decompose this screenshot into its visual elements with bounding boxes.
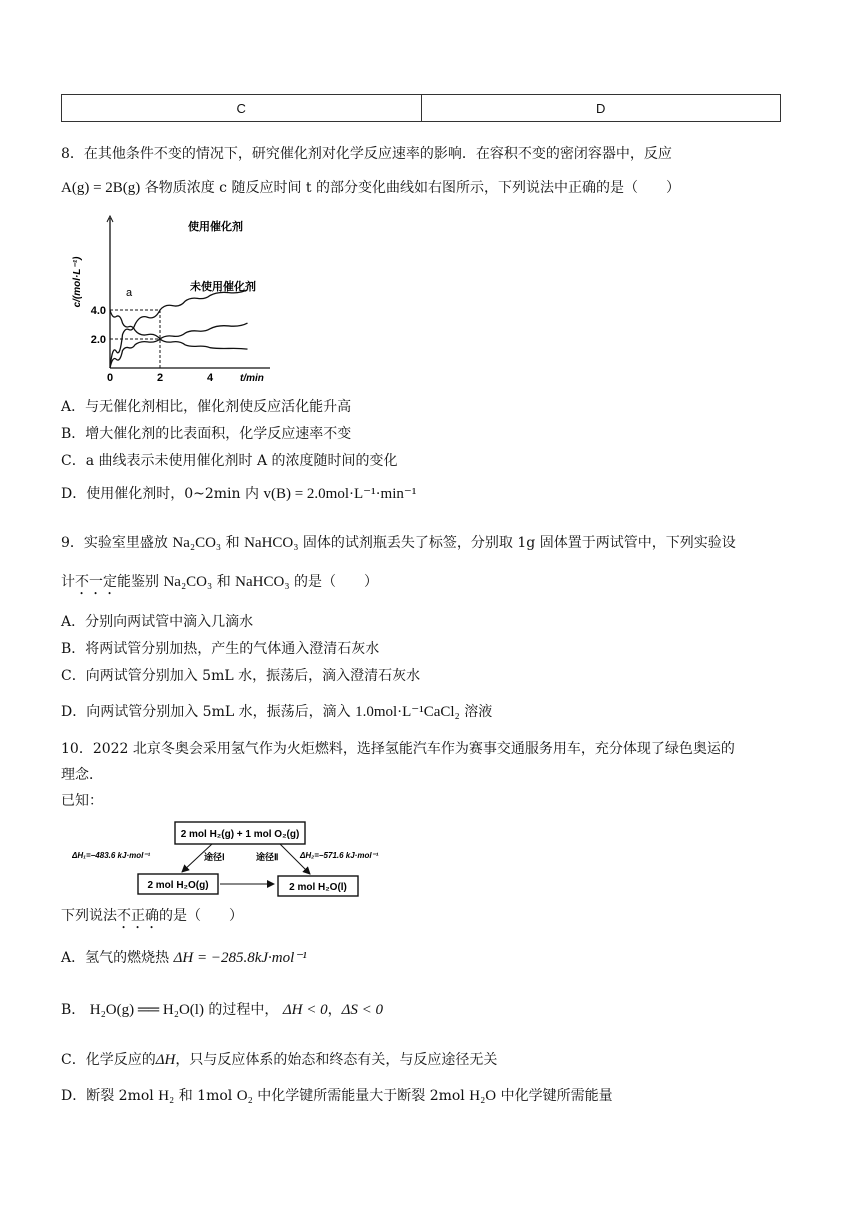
q10-known: 已知：: [61, 793, 103, 809]
q10-option-b-cond2: ΔS < 0: [341, 1002, 384, 1018]
answer-choice-table: [61, 94, 781, 122]
q9-text: 计: [61, 574, 75, 590]
path1-label: 途径Ⅰ: [204, 852, 225, 862]
q10-h2o: H₂O: [469, 1088, 497, 1104]
q9-option-a: A．分别向两试管中滴入几滴水: [61, 614, 254, 630]
enthalpy-path-diagram: [72, 818, 412, 902]
q9-na2co3: Na₂CO₃: [163, 574, 213, 590]
q10-question: [61, 906, 243, 932]
dh1-label: ΔH₁=−483.6 kJ·mol⁻¹: [72, 851, 151, 860]
x-tick-label: 2: [156, 372, 164, 384]
q9-option-d: [61, 702, 492, 722]
q9-emphasis: 不一定: [75, 574, 117, 590]
series-label-catalyst: 使用催化剂: [188, 221, 243, 233]
path2-label: 途径Ⅱ: [256, 852, 279, 862]
q9-stem-line1: [61, 533, 736, 553]
q10-option-a-text: A．氢气的燃烧热: [61, 950, 170, 966]
q10-option-b-formula: H₂O(g) ══ H₂O(l): [89, 1002, 204, 1018]
concentration-time-chart: [68, 212, 298, 390]
q10-o2: O₂: [236, 1088, 253, 1104]
q9-option-d-formula: 1.0mol·L⁻¹CaCl₂: [355, 704, 460, 720]
series-curve-0: [110, 290, 248, 368]
series-label-a: a: [126, 287, 133, 299]
q10-option-c-formula: ΔH: [155, 1052, 176, 1068]
q10-text: 的是（ ）: [159, 908, 243, 924]
h2o-gas-label: 2 mol H₂O(g): [147, 880, 209, 891]
q8-option-d: [61, 484, 416, 504]
q10-option-c-rest: ，只与反应体系的始态和终态有关，与反应途径无关: [175, 1052, 498, 1068]
q10-text: 中化学键所需能量大于断裂 2mol: [257, 1088, 465, 1104]
q10-option-a: [61, 948, 307, 968]
q10-text: 中化学键所需能量: [500, 1088, 613, 1104]
q10-stem-line2: 理念．: [61, 767, 103, 783]
q10-option-a-formula: ΔH = −285.8kJ·mol⁻¹: [173, 950, 307, 966]
y-tick-label: 2.0: [90, 334, 106, 346]
q8-option-b: B．增大催化剂的比表面积，化学反应速率不变: [61, 426, 352, 442]
q9-stem-line2: [61, 572, 378, 598]
q10-emphasis: 不正确: [117, 908, 159, 924]
q9-option-d-tail: 溶液: [464, 704, 493, 720]
q9-option-b: B．将两试管分别加热，产生的气体通入澄清石灰水: [61, 641, 380, 657]
q9-option-c: C．向两试管分别加入 5mL 水，振荡后，滴入澄清石灰水: [61, 668, 421, 684]
q10-option-b: [61, 1000, 383, 1020]
q9-text: 的是（ ）: [294, 574, 378, 590]
reactant-label: 2 mol H₂(g) + 1 mol O₂(g): [180, 829, 300, 840]
q8-reaction: A(g) = 2B(g): [61, 180, 141, 196]
q8-option-d-formula: v(B) = 2.0mol·L⁻¹·min⁻¹: [263, 486, 417, 502]
q9-option-d-text: D．向两试管分别加入 5mL 水，振荡后，滴入: [61, 704, 351, 720]
q10-text: 和 1mol: [178, 1088, 233, 1104]
q8-option-a: A．与无催化剂相比，催化剂使反应活化能升高: [61, 399, 352, 415]
q9-text: 能鉴别: [117, 574, 159, 590]
x-tick-label: 0: [106, 372, 114, 384]
series-label-no-catalyst: 未使用催化剂: [190, 281, 256, 293]
h2o-liquid-label: 2 mol H₂O(l): [289, 882, 347, 893]
q9-text: 和: [216, 574, 231, 590]
q9-text: 9．实验室里盛放: [61, 535, 168, 551]
y-axis-label: c/(mol·L⁻¹): [72, 256, 83, 308]
table-cell-d: D: [421, 95, 781, 121]
q10-stem-line1: 10．2022 北京冬奥会采用氢气作为火炬燃料，选择氢能汽车作为赛事交通服务用车，充分体现了绿色奥运的: [61, 741, 735, 757]
q8-stem-line1: 8．在其他条件不变的情况下，研究催化剂对化学反应速率的影响．在容积不变的密闭容器中，反应: [61, 146, 672, 162]
q10-option-c-text: C．化学反应的: [61, 1052, 156, 1068]
q10-option-d: [61, 1086, 613, 1106]
table-cell-c: C: [236, 100, 246, 116]
dh2-label: ΔH₂=−571.6 kJ·mol⁻¹: [300, 851, 379, 860]
q10-option-b-text: 的过程中，: [208, 1002, 279, 1018]
q8-option-c: C．a 曲线表示未使用催化剂时 A 的浓度随时间的变化: [61, 453, 398, 469]
q9-text: 和: [225, 535, 240, 551]
q9-na2co3: Na₂CO₃: [172, 535, 222, 551]
q10-h2: H₂: [158, 1088, 175, 1104]
q10-option-b-cond1: ΔH < 0: [282, 1002, 328, 1018]
q10-text: D．断裂 2mol: [61, 1088, 154, 1104]
x-tick-label: 4: [206, 372, 214, 384]
q9-text: 固体的试剂瓶丢失了标签，分别取 1g 固体置于两试管中，下列实验设: [302, 535, 736, 551]
q10-option-b-label: B．: [61, 1002, 86, 1018]
q8-option-d-text: D．使用催化剂时，0~2min 内: [61, 486, 259, 502]
q10-option-b-sep: ，: [327, 1002, 342, 1018]
q8-stem-rest: 各物质浓度 c 随反应时间 t 的部分变化曲线如右图所示，下列说法中正确的是（ ）: [144, 180, 680, 196]
q9-nahco3: NaHCO₃: [244, 535, 299, 551]
y-tick-label: 4.0: [90, 305, 106, 317]
x-axis-label: t/min: [240, 373, 264, 384]
q10-text: 下列说法: [61, 908, 117, 924]
q9-nahco3: NaHCO₃: [235, 574, 290, 590]
q10-option-c: [61, 1050, 497, 1070]
q8-stem-line2: [61, 178, 680, 198]
